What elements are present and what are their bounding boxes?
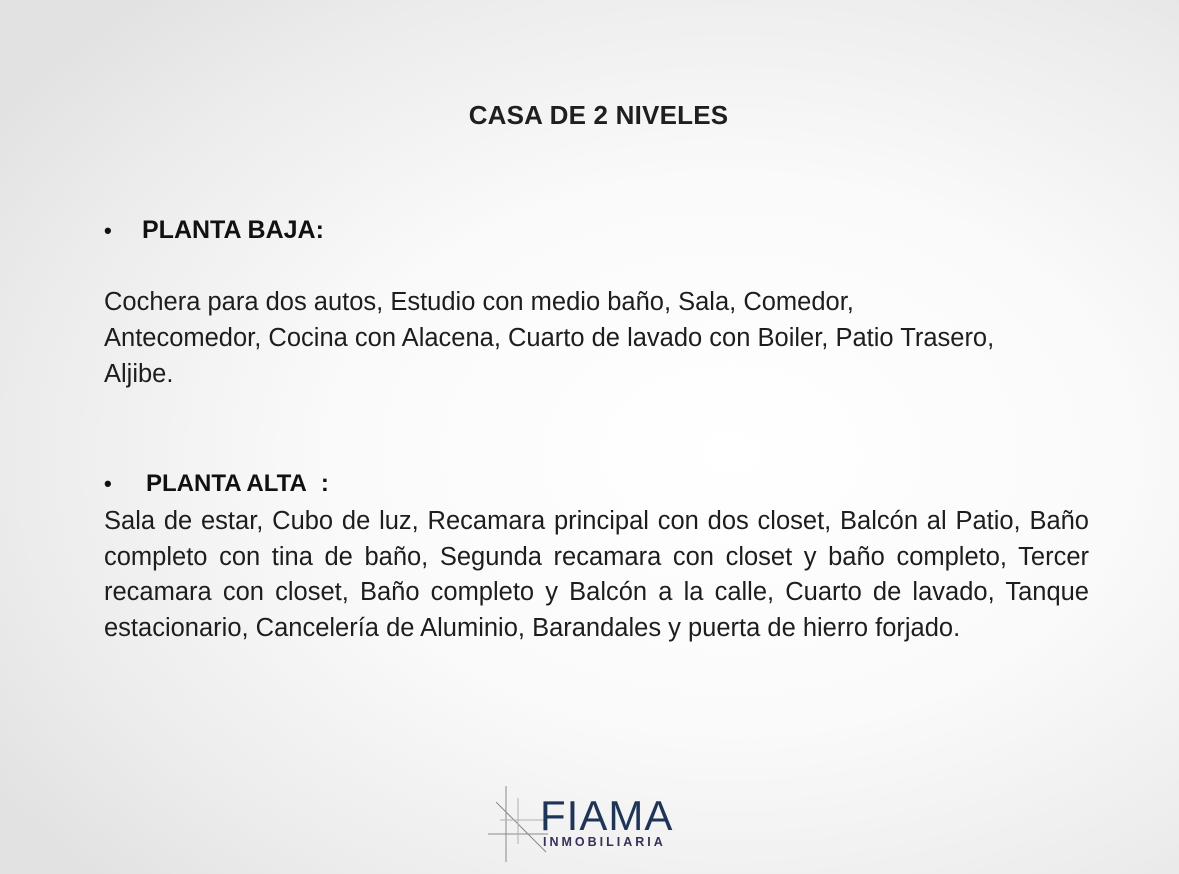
section-text-planta-baja: Cochera para dos autos, Estudio con medio baño, Sala, Comedor, Antecomedor, Cocina con Alacena, Cuarto de lavado con Boiler, Patio Trasero, Aljibe. <box>104 288 995 388</box>
logo-name: FIAMA <box>540 792 674 839</box>
section-heading-planta-alta <box>104 470 329 498</box>
section-heading-colon: : <box>320 470 329 497</box>
section-heading-planta-baja <box>104 216 324 245</box>
logo-subtitle: INMOBILIARIA <box>543 835 666 849</box>
document-title: CASA DE 2 NIVELES <box>468 100 729 130</box>
bullet-icon: • <box>104 471 112 496</box>
section-text-planta-alta: Sala de estar, Cubo de luz, Recamara principal con dos closet, Balcón al Patio, Baño completo con tina de baño, Segunda recamara con closet y baño completo, Tercer recamara con closet, Baño completo y Balcón a la calle, Cuarto de lavado, Tanque estacionario, Cancelería de Aluminio, Barandales y puerta de hierro forjado. <box>104 507 1089 642</box>
section-heading-label: PLANTA ALTA <box>146 470 307 497</box>
bullet-icon: • <box>104 218 112 243</box>
company-logo <box>488 784 708 864</box>
section-heading-label: PLANTA BAJA: <box>142 216 324 244</box>
